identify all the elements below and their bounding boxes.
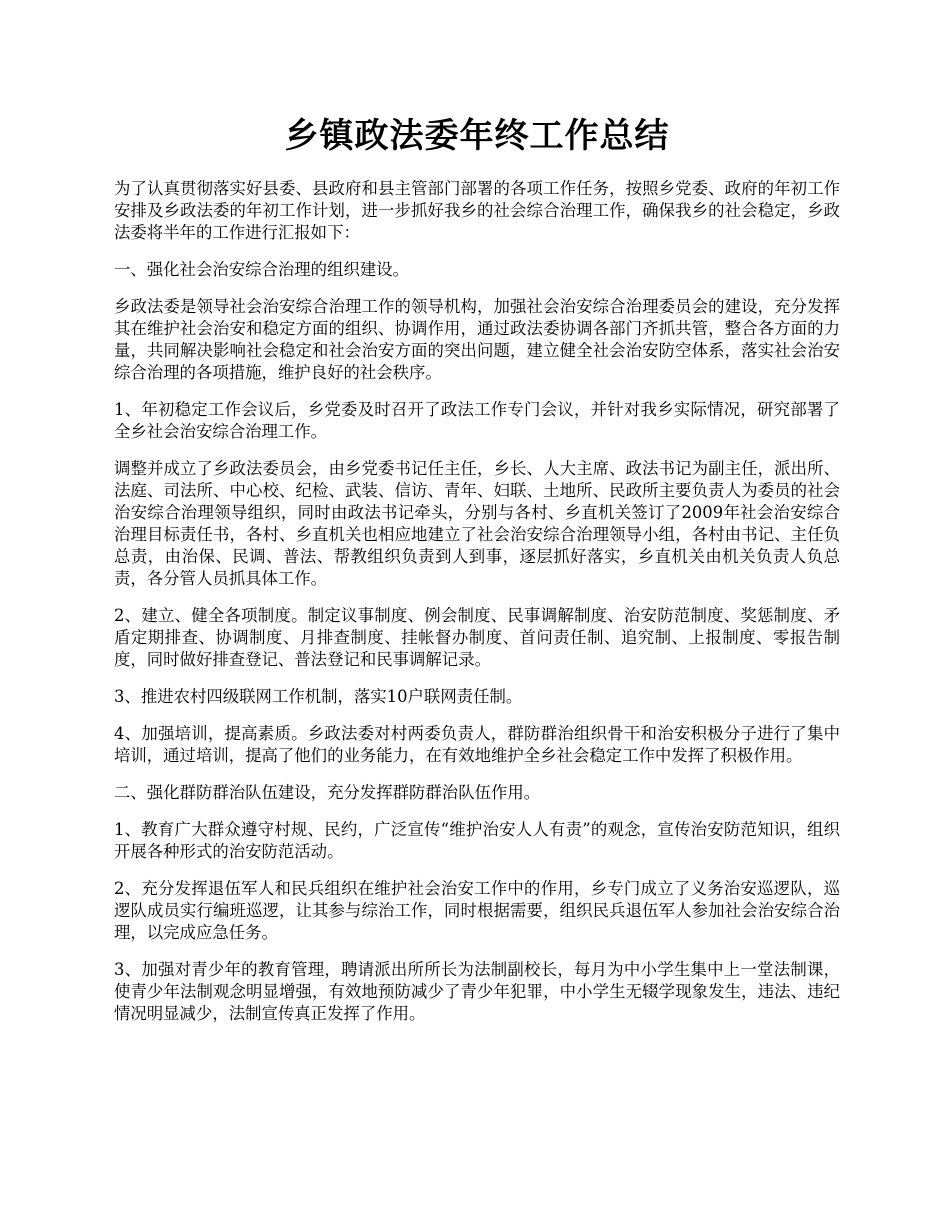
list-item-3: 3、加强对青少年的教育管理，聘请派出所所长为法制副校长，每月为中小学生集中上一堂法制课，使青少年法制观念明显增强，有效地预防减少了青少年犯罪，中小学生无辍学现象发生，违法、违纪情况明显减少，法制宣传真正发挥了作用。 [114, 960, 840, 1023]
list-item-4: 4、加强培训，提高素质。乡政法委对村两委负责人，群防群治组织骨干和治安积极分子进行了集中培训，通过培训，提高了他们的业务能力，在有效地维护全乡社会稳定工作中发挥了积极作用。 [114, 724, 840, 765]
section-heading-1: 一、强化社会治安综合治理的组织建设。 [114, 260, 410, 279]
list-item-1: 1、教育广大群众遵守村规、民约，广泛宣传“维护治安人人有责”的观念，宣传治安防范知识，组织开展各种形式的治安防范活动。 [114, 820, 840, 861]
list-item-1: 1、年初稳定工作会议后，乡党委及时召开了政法工作专门会议，并针对我乡实际情况，研究部署了全乡社会治安综合治理工作。 [114, 400, 840, 441]
body-paragraph: 乡政法委是领导社会治安综合治理工作的领导机构，加强社会治安综合治理委员会的建设，充分发挥其在维护社会治安和稳定方面的组织、协调作用，通过政法委协调各部门齐抓共管，整合各方面的力量，共同解决影响社会稳定和社会治安方面的突出问题，建立健全社会治安防空体系，落实社会治安综合治理的各项措施，维护良好的社会秩序。 [114, 297, 840, 382]
section-heading-2: 二、强化群防群治队伍建设，充分发挥群防群治队伍作用。 [114, 783, 541, 802]
intro-paragraph: 为了认真贯彻落实好县委、县政府和县主管部门部署的各项工作任务，按照乡党委、政府的年初工作安排及乡政法委的年初工作计划，进一步抓好我乡的社会综合治理工作，确保我乡的社会稳定，乡政法委将半年的工作进行汇报如下： [114, 179, 840, 242]
list-item-2: 2、充分发挥退伍军人和民兵组织在维护社会治安工作中的作用，乡专门成立了义务治安巡逻队，巡逻队成员实行编班巡逻，让其参与综治工作，同时根据需要，组织民兵退伍军人参加社会治安综合治理，以完成应急任务。 [114, 879, 840, 942]
document-title: 乡镇政法委年终工作总结 [284, 116, 670, 156]
body-paragraph: 调整并成立了乡政法委员会，由乡党委书记任主任，乡长、人大主席、政法书记为副主任，派出所、法庭、司法所、中心校、纪检、武装、信访、青年、妇联、土地所、民政所主要负责人为委员的社会治安综合治理领导组织，同时由政法书记牵头，分别与各村、乡直机关签订了2009年社会治安综合治理目标责任书，各村、乡直机关也相应地建立了社会治安综合治理领导小组，各村由书记、主任负总责，由治保、民调、普法、帮教组织负责到人到事，逐层抓好落实，乡直机关由机关负责人负总责，各分管人员抓具体工作。 [114, 459, 840, 588]
list-item-2: 2、建立、健全各项制度。制定议事制度、例会制度、民事调解制度、治安防范制度、奖惩制度、矛盾定期排查、协调制度、月排查制度、挂帐督办制度、首问责任制、追究制、上报制度、零报告制度，同时做好排查登记、普法登记和民事调解记录。 [114, 606, 840, 669]
document-page [114, 112, 840, 1040]
list-item-3: 3、推进农村四级联网工作机制，落实10户联网责任制。 [114, 687, 523, 706]
